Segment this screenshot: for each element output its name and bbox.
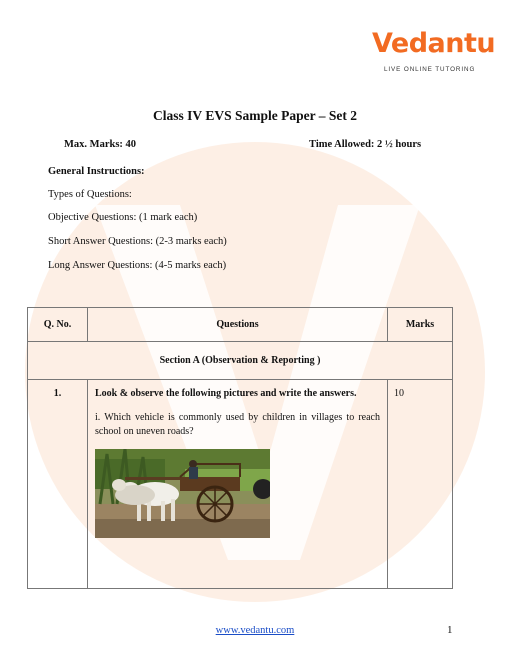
- question-heading: Look & observe the following pictures and write the answers.: [95, 388, 357, 399]
- instruction-line: Objective Questions: (1 mark each): [48, 212, 198, 223]
- vedantu-logo: [372, 28, 496, 80]
- questions-table: [27, 307, 453, 589]
- logo-tagline: LIVE ONLINE TUTORING: [384, 66, 476, 73]
- question-marks: 10: [388, 380, 453, 589]
- paper-title: Class IV EVS Sample Paper – Set 2: [153, 108, 357, 123]
- page-number: 1: [447, 624, 453, 636]
- general-instructions-heading: General Instructions:: [48, 166, 145, 177]
- header-qno: Q. No.: [28, 308, 88, 342]
- header-questions: Questions: [88, 308, 388, 342]
- question-body: [88, 380, 388, 589]
- section-row: [28, 342, 453, 380]
- bullock-cart-photo: [95, 449, 270, 538]
- logo-wordmark: Vedantu: [372, 28, 496, 59]
- header-marks: Marks: [388, 308, 453, 342]
- instruction-line: Types of Questions:: [48, 189, 132, 200]
- footer-website-link[interactable]: www.vedantu.com: [215, 625, 295, 636]
- table-row: [28, 380, 453, 589]
- section-title: Section A (Observation & Reporting ): [28, 342, 453, 380]
- question-number: 1.: [28, 380, 88, 589]
- instruction-line: Short Answer Questions: (2-3 marks each): [48, 236, 227, 247]
- time-allowed: Time Allowed: 2 ½ hours: [309, 139, 422, 150]
- max-marks: Max. Marks: 40: [64, 139, 137, 150]
- sub-question: i. Which vehicle is commonly used by children in villages to reach school on uneven roads?: [95, 412, 380, 437]
- instruction-line: Long Answer Questions: (4-5 marks each): [48, 260, 227, 271]
- table-header-row: [28, 308, 453, 342]
